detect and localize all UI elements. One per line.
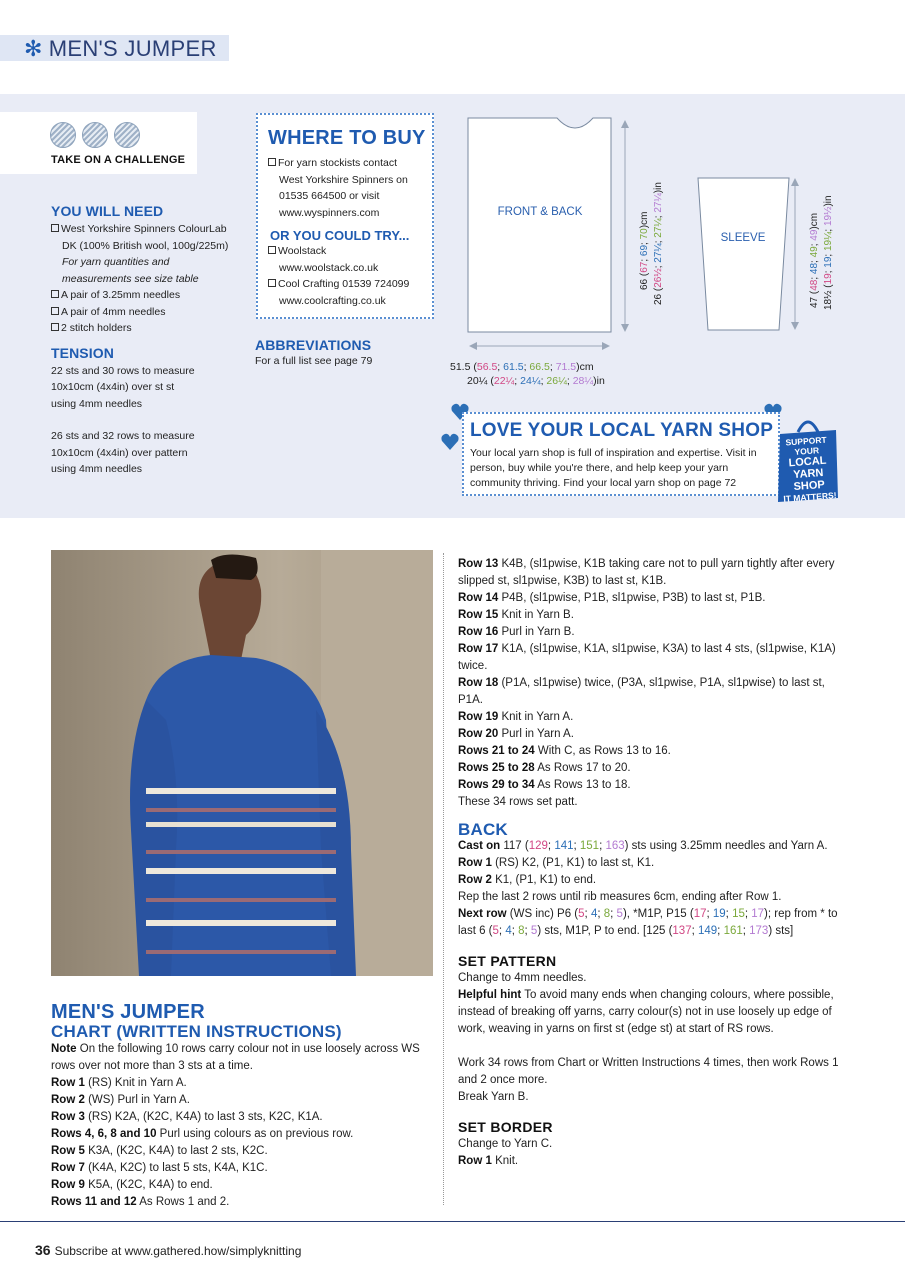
size-text: 26 ( [653,287,664,305]
row-label: Rows 21 to 24 [458,745,535,757]
footer-line [0,1221,905,1222]
size-value: 4 [505,925,512,937]
instruction-row [458,675,843,709]
checkbox-icon [51,307,59,315]
tote-bag-logo: SUPPORT YOUR LOCAL YARN SHOP IT MATTERS! [776,418,840,502]
size-text: ) sts, M1P, P to end. [125 ( [537,925,673,937]
row-label: Row 17 [458,643,499,655]
size-value: 27¼ [653,218,664,238]
size-text: (WS inc) P6 ( [506,908,579,920]
row-label: Row 7 [51,1162,85,1174]
where-to-buy-box [256,113,434,319]
back-cast-on: Cast on 117 (129; 141; 151; 163) sts using 3.25mm needles and Yarn A. [458,840,828,852]
size-text: ; [706,908,713,920]
size-text: ; [744,908,752,920]
size-text: ; [549,361,556,373]
size-value: 27¼ [653,193,664,213]
challenge-label: TAKE ON A CHALLENGE [51,154,186,166]
row-text: (P1A, sl1pwise) twice, (P3A, sl1pwise, P1A, sl1pwise) to last st, P1A. [458,677,825,706]
love-title: LOVE YOUR LOCAL YARN SHOP [470,420,774,441]
size-text: ; [653,212,664,219]
size-value: 17 [751,908,765,920]
size-value: 8 [518,925,525,937]
size-value: 70 [639,228,650,240]
svg-text:47 (48; 48; 49; 49)cm [809,213,820,308]
try-list: Woolstack www.woolstack.co.uk Cool Crafting 01539 724099 www.coolcrafting.co.uk [268,243,409,309]
sleeve-in-label [822,195,834,310]
checkbox-icon [268,158,276,166]
size-value: 19 [712,908,726,920]
row-text: Knit in Yarn A. [498,711,574,723]
size-value: 26½ [653,268,664,288]
size-value: 49 [809,229,820,241]
sleeve-cm-label [809,213,820,308]
checkbox-icon [51,224,59,232]
instruction-row [51,1109,441,1126]
column-divider [443,553,444,1205]
set-pattern-p2: Work 34 rows from Chart or Written Instructions 4 times, then work Rows 1 and 2 once more. [458,1057,839,1086]
row-label: Rows 29 to 34 [458,779,535,791]
size-value: 4 [590,908,598,920]
instruction-row [51,1126,441,1143]
need-item: 2 stitch holders [51,320,251,337]
row-label: Note [51,1043,77,1055]
size-value: 137 [672,925,692,937]
size-text: ); rep from * to last 6 ( [458,908,838,937]
try-title: OR YOU COULD TRY... [270,228,410,243]
row-text: K4B, (sl1pwise, K1B taking care not to pull yarn tightly after every slipped st, sl1pwise, K3B) to last st, K1B. [458,558,835,587]
row-label: Row 1 [51,1077,85,1089]
size-text: 51.5 ( [450,361,477,373]
instruction-row [51,1160,441,1177]
height-in-label [652,182,664,305]
size-value: 5 [616,908,623,920]
size-text: )cm [809,212,820,230]
row-text: Purl in Yarn A. [498,728,574,740]
size-value: 5 [578,908,585,920]
size-text: ; [809,257,820,263]
set-border-line1: Change to Yarn C. [458,1138,553,1150]
size-value: 48 [809,262,820,275]
yarn-ball-icons [50,122,140,148]
size-text: ; [809,240,820,247]
row-label: Row 9 [51,1179,85,1191]
row-label: Row 14 [458,592,499,604]
instruction-row [458,607,843,624]
row-label: Row 20 [458,728,499,740]
front-back-label: FRONT & BACK [497,206,583,218]
size-value: 49 [809,246,820,258]
size-text: 117 ( [500,840,529,852]
row-text: Knit in Yarn B. [498,609,574,621]
size-text: )cm [639,211,650,229]
size-text: ; [566,375,573,387]
size-value: 67 [639,261,650,273]
row-text: (K4A, K2C) to last 5 sts, K4A, K1C. [84,1162,268,1174]
size-value: 163 [605,840,625,852]
yarn-ball-icon [114,122,140,148]
abbreviations [255,337,372,370]
subscribe-link[interactable]: Subscribe at www.gathered.how/simplyknitting [54,1244,302,1258]
row-text: Purl using colours as on previous row. [156,1128,354,1140]
size-text: ; [599,840,606,852]
back-title: BACK [458,820,508,839]
heart-icon [440,432,460,452]
size-value: 19 [823,273,834,285]
size-text: ; [809,274,820,280]
right-column [458,556,843,1170]
challenge-badge [0,112,197,174]
size-value: 15 [732,908,745,920]
size-value: 149 [697,925,718,937]
where-to-buy-text: For yarn stockists contact West Yorkshire Spinners on 01535 664500 or visit www.wyspinners.com [268,155,408,221]
row-text: With C, as Rows 13 to 16. [534,745,671,757]
size-text: )in [593,375,605,387]
size-value: 28¼ [572,375,594,387]
row-label: Rows 11 and 12 [51,1196,137,1208]
instruction-row [458,556,843,590]
back-next-row: Next row (WS inc) P6 (5; 4; 8; 5), *M1P, P15 (17; 19; 15; 17); rep from * to last 6 (5; 4; 8; 5) sts, M1P, P to end. [125 (137; 149; 161; 173) sts] [458,908,838,937]
size-value: 19 [823,256,834,268]
size-text: )in [653,182,664,194]
woolstack-link[interactable]: www.woolstack.co.uk [279,261,379,274]
size-value: 69 [639,244,650,257]
row-label: Row 16 [458,626,499,638]
size-value: 48 [809,279,820,291]
size-text: ) sts] [768,925,794,937]
instruction-row [51,1092,441,1109]
width-cm-label [450,361,594,373]
size-text: ) sts using 3.25mm needles and Yarn A. [624,840,828,852]
size-text: ; [653,262,664,269]
arrow-head-icon [621,324,629,332]
checkbox-icon [268,246,276,254]
size-text: ; [547,840,555,852]
size-text: ; [498,925,506,937]
instruction-row [458,777,843,794]
sleeve-label: SLEEVE [720,232,766,244]
size-value: 19½ [823,206,834,227]
size-text: )cm [576,361,594,373]
you-will-need-title: YOU WILL NEED [51,203,164,219]
size-text: ; [523,361,530,373]
size-text: 20¼ ( [467,375,494,387]
tension-p1: 22 sts and 30 rows to measure 10x10cm (4x4in) over st st using 4mm needles [51,364,195,410]
instruction-row [458,641,843,675]
size-diagram [450,110,855,400]
size-value: 8 [603,908,611,920]
size-text: ; [524,925,531,937]
coolcrafting-link[interactable]: www.coolcrafting.co.uk [279,294,386,307]
row-label: Row 15 [458,609,499,621]
row-text: As Rows 13 to 18. [534,779,631,791]
size-text: 66 ( [639,272,650,290]
size-text: ; [823,251,834,257]
need-item: A pair of 3.25mm needles [51,287,251,304]
size-value: 129 [528,840,548,852]
snowflake-icon: ✻ [24,36,43,61]
size-value: 5 [530,925,538,937]
instruction-row [458,743,843,760]
back-row1: Row 1 (RS) K2, (P1, K1) to last st, K1. [458,857,655,869]
you-will-need [51,203,251,478]
set-border-row1: Row 1 Knit. [458,1155,519,1167]
row-text: (RS) K2A, (K2C, K4A) to last 3 sts, K2C, K1A. [84,1111,323,1123]
where-to-buy-title: WHERE TO BUY [268,127,426,149]
chart-subtitle: CHART (WRITTEN INSTRUCTIONS) [51,1022,342,1041]
size-value: 141 [554,840,574,852]
arrow-head-icon [791,178,799,186]
arrow-head-icon [621,120,629,128]
row-text: On the following 10 rows carry colour not in use loosely across WS rows over not more than 3 sts at a time. [51,1043,420,1072]
size-value: 71.5 [555,361,577,373]
row-text: As Rows 1 and 2. [136,1196,230,1208]
row-text: (RS) Knit in Yarn A. [84,1077,187,1089]
svg-text:18½ (19; 19; 19¼; 19½)in [822,195,834,310]
helpful-hint: Helpful hint To avoid many ends when changing colours, where possible, instead of breaking off yarns, carry colour(s) not in use loosely up edge of work, weaving in yarns on first st (edge st) at start of RS rows. [458,989,834,1035]
size-text: ; [639,256,650,262]
size-value: 56.5 [476,361,498,373]
row-text: K1A, (sl1pwise, K1A, sl1pwise, K3A) to last 4 sts, (sl1pwise, K1A) twice. [458,643,836,672]
size-text: ; [742,925,750,937]
love-text: Your local yarn shop is full of inspiration and expertise. Visit in person, buy while you're there, and help keep your yarn community thriving. Find your local yarn shop on page 72 [470,447,757,489]
row-text: As Rows 17 to 20. [534,762,631,774]
svg-text:26 (26½; 27¼; 27¼; 27¼)in [652,182,664,305]
size-value: 161 [723,925,743,937]
need-item-cont: DK (100% British wool, 100g/225m) [62,239,229,252]
instruction-row [51,1143,441,1160]
row-text: P4B, (sl1pwise, P1B, sl1pwise, P3B) to last st, P1B. [498,592,766,604]
height-cm-label [639,212,650,290]
size-text: ; [540,375,547,387]
row-text: Purl in Yarn B. [498,626,575,638]
checkbox-icon [51,323,59,331]
need-note: For yarn quantities and [62,256,170,268]
size-text: ; [511,925,519,937]
need-item: A pair of 4mm needles [51,304,251,321]
instruction-row [51,1177,441,1194]
svg-text:66 (67; 69; 70)cm [639,212,650,290]
row-label: Row 3 [51,1111,85,1123]
instruction-row [458,709,843,726]
arrow-head-icon [602,342,610,350]
set-pattern-title: SET PATTERN [458,953,557,969]
instruction-row [51,1194,441,1211]
row-label: Row 19 [458,711,499,723]
size-text: ; [823,226,834,232]
row-label: Rows 4, 6, 8 and 10 [51,1128,157,1140]
size-value: 66.5 [529,361,550,373]
instruction-row [458,726,843,743]
arrow-head-icon [469,342,477,350]
pattern-rows [458,556,843,811]
checkbox-icon [268,279,276,287]
size-text: ; [691,925,698,937]
tension-title: TENSION [51,344,114,361]
chart-title: MEN'S JUMPER [51,1001,205,1023]
size-value: 24¼ [520,375,541,387]
row-text: (WS) Purl in Yarn A. [84,1094,190,1106]
yarn-ball-icon [82,122,108,148]
instruction-row [51,1041,441,1075]
size-value: 22¼ [493,375,515,387]
size-value: 17 [693,908,707,920]
width-in-label [467,375,605,387]
size-value: 173 [749,925,769,937]
row-text: K5A, (K2C, K4A) to end. [84,1179,213,1191]
size-text: ), *M1P, P15 ( [622,908,694,920]
size-text: 47 ( [809,290,820,308]
checkbox-icon [51,290,59,298]
set-pattern-p3: Break Yarn B. [458,1091,529,1103]
jumper-photo [51,550,433,976]
size-text: ; [717,925,724,937]
size-value: 19¼ [823,231,834,252]
size-text: ; [639,239,650,245]
size-text: ; [653,237,664,244]
abbreviations-text: For a full list see page 79 [255,355,373,367]
wyspinners-link[interactable]: www.wyspinners.com [279,206,380,219]
size-value: 5 [492,925,499,937]
size-text: ; [497,361,504,373]
row-label: Rows 25 to 28 [458,762,535,774]
yarn-ball-icon [50,122,76,148]
set-pattern-line1: Change to 4mm needles. [458,972,587,984]
instruction-row [458,794,843,811]
sleeve-outline [698,178,789,330]
size-value: 151 [579,840,600,852]
size-text: )in [823,195,834,207]
needs-list [51,221,251,337]
size-value: 27¼ [653,243,664,263]
instruction-row [458,590,843,607]
row-label: Row 18 [458,677,499,689]
back-rep: Rep the last 2 rows until rib measures 6cm, ending after Row 1. [458,891,782,903]
row-label: Row 13 [458,558,499,570]
set-border-title: SET BORDER [458,1119,553,1135]
size-text: ; [725,908,733,920]
footer [35,1242,301,1258]
love-yarn-shop [440,402,840,504]
row-label: Row 2 [51,1094,85,1106]
row-label: Row 5 [51,1145,85,1157]
chart-section [51,1002,441,1211]
arrow-head-icon [791,322,799,330]
instruction-row [458,624,843,641]
row-text: K3A, (K2C, K4A) to last 2 sts, K2C. [84,1145,268,1157]
size-text: ; [573,840,580,852]
size-value: 61.5 [503,361,524,373]
size-text: ; [514,375,521,387]
row-text: These 34 rows set patt. [458,796,578,808]
size-value: 26¼ [546,375,567,387]
instruction-row [458,760,843,777]
page-number: 36 [35,1242,51,1258]
size-text: ; [610,908,617,920]
chart-rows [51,1041,441,1211]
tension-p2: 26 sts and 32 rows to measure 10x10cm (4x4in) over pattern using 4mm needles [51,430,195,475]
size-text: ; [823,267,834,274]
instruction-row [51,1075,441,1092]
back-row2: Row 2 K1, (P1, K1) to end. [458,874,597,886]
page-title: ✻ MEN'S JUMPER [24,36,217,61]
front-back-outline [468,118,611,332]
size-text: ; [597,908,604,920]
size-text: 18½ ( [823,284,834,310]
size-text: ; [584,908,591,920]
need-item: West Yorkshire Spinners ColourLab [51,221,251,238]
need-note: measurements see size table [62,272,199,285]
abbreviations-title: ABBREVIATIONS [255,337,372,353]
